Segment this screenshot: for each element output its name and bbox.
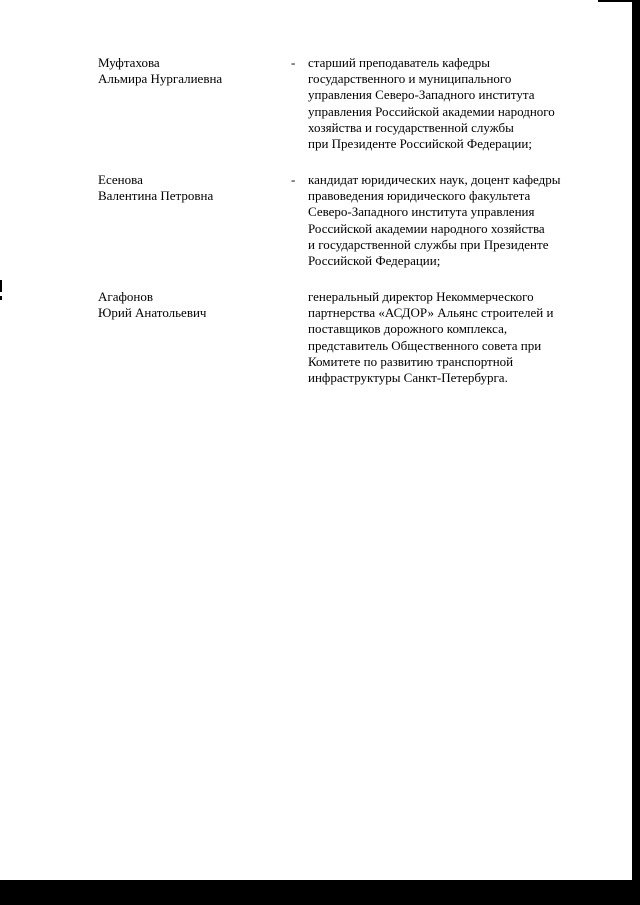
member-name (98, 289, 278, 321)
member-name (98, 172, 278, 204)
description-line: представитель Общественного совета при (308, 337, 542, 353)
member-given-names: Юрий Анатольевич (98, 305, 207, 321)
description-line: правоведения юридического факультета (308, 188, 531, 204)
description-line: Комитете по развитию транспортной (308, 353, 514, 369)
description-line: и государственной службы при Президенте (308, 236, 549, 252)
description-line: поставщиков дорожного комплекса, (308, 321, 508, 337)
description-line: при Президенте Российской Федерации; (308, 136, 532, 152)
description-line: Российской академии народного хозяйства (308, 220, 545, 236)
description-line: Российской Федерации; (308, 253, 441, 269)
member-surname: Агафонов (98, 289, 154, 304)
member-description (308, 172, 618, 269)
description-line: старший преподаватель кафедры (308, 55, 491, 70)
scan-mark-left (0, 280, 2, 292)
description-line: хозяйства и государственной службы (308, 119, 514, 135)
member-given-names: Валентина Петровна (98, 188, 214, 204)
entry-dash: - (291, 55, 296, 70)
description-line: управления Российской академии народного (308, 103, 555, 119)
description-line: инфраструктуры Санкт-Петербурга. (308, 370, 508, 386)
member-description (308, 289, 618, 386)
description-line: Северо-Западного института управления (308, 204, 535, 220)
member-description (308, 55, 618, 152)
member-given-names: Альмира Нургалиевна (98, 71, 223, 87)
description-line: генеральный директор Некоммерческого (308, 289, 534, 304)
entry-dash: - (291, 172, 296, 187)
description-line: партнерства «АСДОР» Альянс строителей и (308, 305, 554, 321)
member-surname: Муфтахова (98, 55, 160, 70)
description-line: кандидат юридических наук, доцент кафедры (308, 172, 561, 187)
scan-mark-top-right (598, 0, 632, 2)
description-line: государственного и муниципального (308, 71, 512, 87)
scan-mark-left-small (0, 296, 2, 300)
description-line: управления Северо-Западного института (308, 87, 535, 103)
member-surname: Есенова (98, 172, 143, 187)
member-name (98, 55, 278, 87)
